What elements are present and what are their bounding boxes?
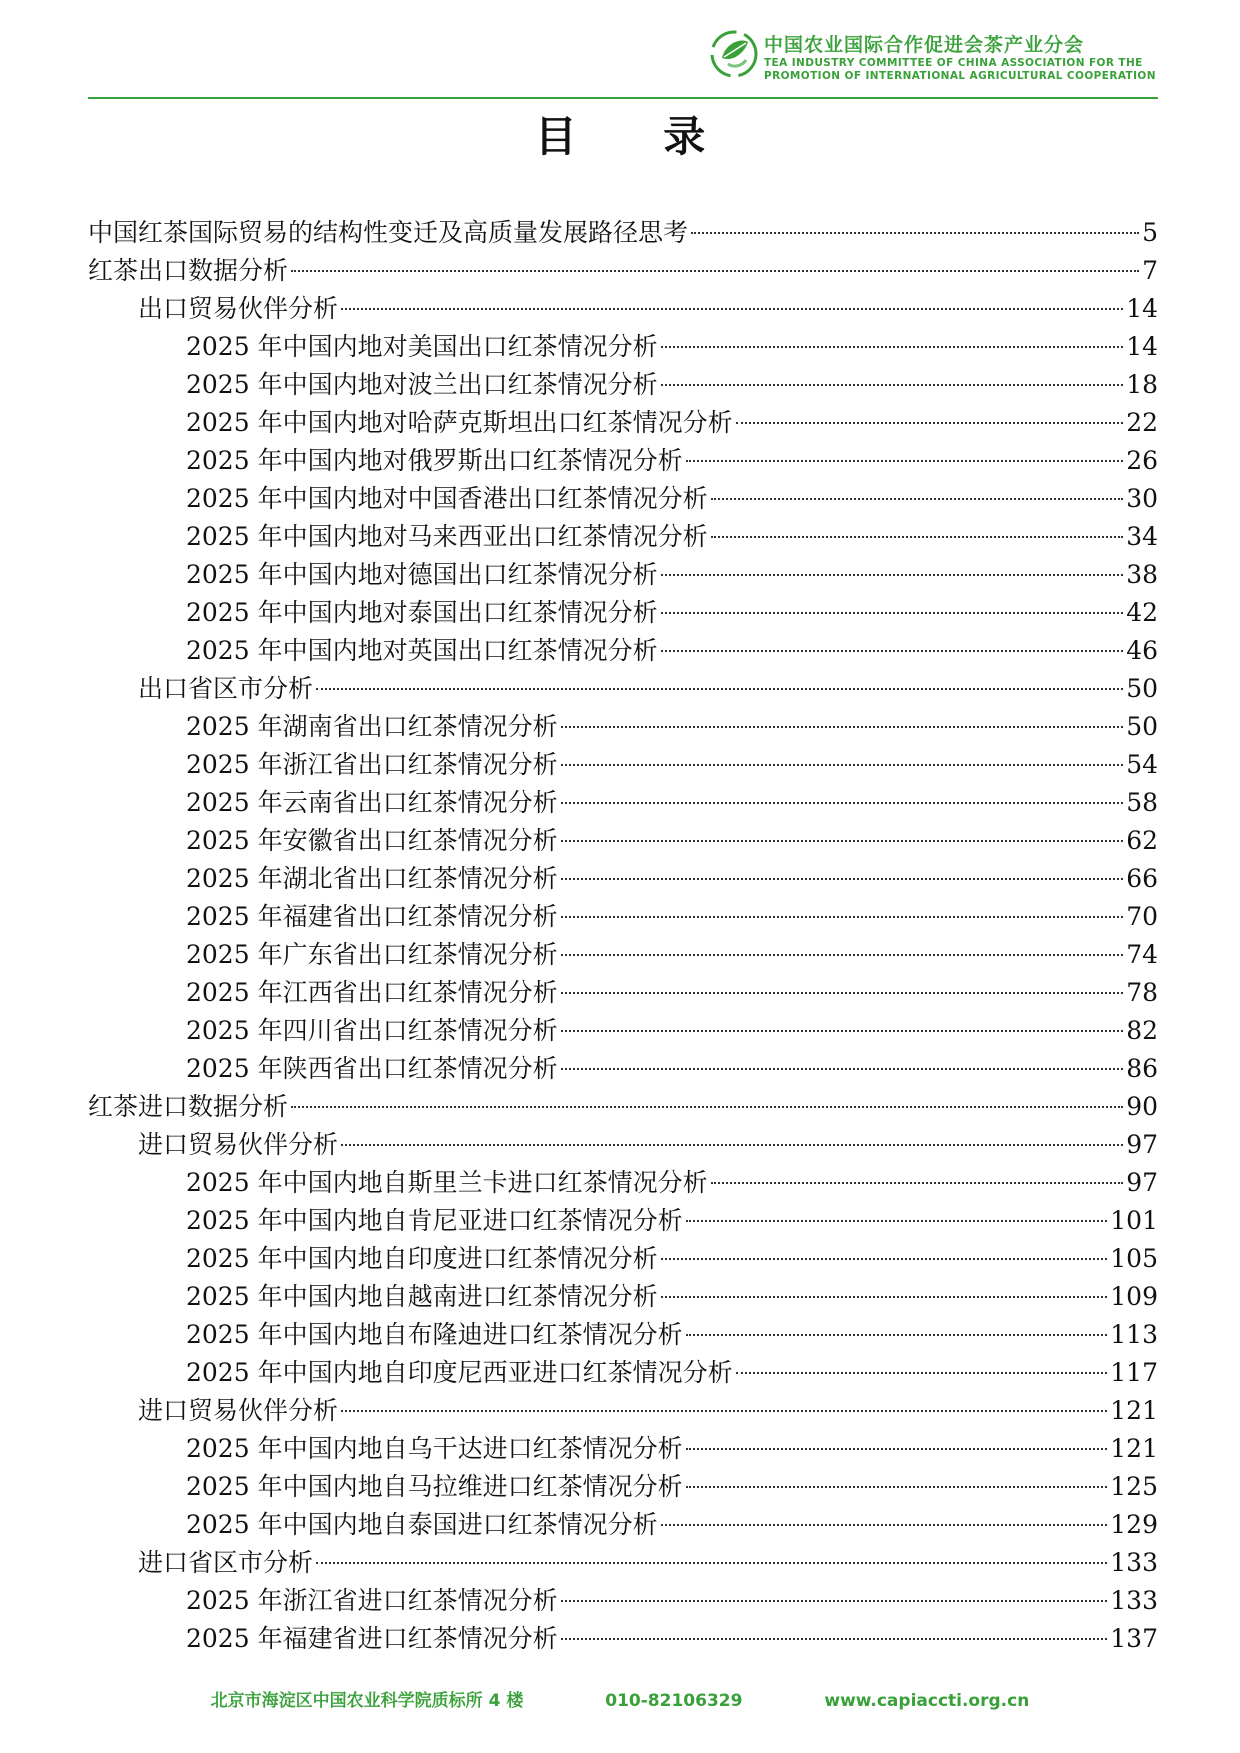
toc-entry[interactable] — [88, 442, 1158, 480]
toc-entry-page: 66 — [1126, 864, 1158, 893]
toc-dot-leader — [561, 840, 1124, 842]
toc-entry[interactable] — [88, 822, 1158, 860]
toc-entry-page: 125 — [1110, 1472, 1158, 1501]
toc-dot-leader — [661, 650, 1124, 652]
toc-entry-page: 38 — [1126, 560, 1158, 589]
toc-entry-title: 2025 年中国内地对马来西亚出口红茶情况分析 — [186, 522, 708, 551]
toc-dot-leader — [291, 270, 1139, 272]
toc-dot-leader — [561, 1638, 1108, 1640]
toc-entry-title: 2025 年福建省进口红茶情况分析 — [186, 1624, 558, 1653]
toc-entry-title: 中国红茶国际贸易的结构性变迁及高质量发展路径思考 — [88, 218, 689, 247]
toc-entry-title: 进口贸易伙伴分析 — [138, 1130, 339, 1159]
toc-dot-leader — [661, 574, 1124, 576]
toc-dot-leader — [561, 764, 1124, 766]
toc-entry[interactable] — [88, 480, 1158, 518]
toc-entry-page: 82 — [1126, 1016, 1158, 1045]
toc-entry-title: 2025 年中国内地自斯里兰卡进口红茶情况分析 — [186, 1168, 708, 1197]
toc-entry-title: 2025 年福建省出口红茶情况分析 — [186, 902, 558, 931]
toc-dot-leader — [686, 1334, 1108, 1336]
toc-entry-page: 137 — [1110, 1624, 1158, 1653]
toc-dot-leader — [661, 384, 1124, 386]
toc-entry-title: 2025 年中国内地自乌干达进口红茶情况分析 — [186, 1434, 683, 1463]
toc-dot-leader — [316, 1562, 1107, 1564]
toc-dot-leader — [561, 1068, 1124, 1070]
toc-entry-page: 14 — [1126, 332, 1158, 361]
toc-entry-page: 14 — [1126, 294, 1158, 323]
toc-entry-page: 50 — [1126, 712, 1158, 741]
toc-dot-leader — [316, 688, 1123, 690]
toc-entry[interactable] — [88, 556, 1158, 594]
header-divider — [88, 97, 1158, 99]
toc-entry-title: 2025 年浙江省出口红茶情况分析 — [186, 750, 558, 779]
toc-entry-title: 2025 年浙江省进口红茶情况分析 — [186, 1586, 558, 1615]
toc-entry[interactable] — [88, 1430, 1158, 1468]
toc-entry[interactable] — [88, 860, 1158, 898]
org-name-en-line1: TEA INDUSTRY COMMITTEE OF CHINA ASSOCIATION FOR THE — [764, 57, 1143, 69]
toc-dot-leader — [686, 460, 1124, 462]
toc-dot-leader — [661, 612, 1124, 614]
footer-address: 北京市海淀区中国农业科学院质标所 4 楼 — [210, 1691, 524, 1711]
toc-dot-leader — [661, 346, 1124, 348]
toc-entry-page: 97 — [1126, 1130, 1158, 1159]
toc-entry[interactable] — [88, 214, 1158, 252]
toc-dot-leader — [736, 1372, 1108, 1374]
toc-entry-title: 2025 年中国内地对波兰出口红茶情况分析 — [186, 370, 658, 399]
toc-entry[interactable] — [88, 1354, 1158, 1392]
toc-entry-title: 2025 年中国内地对德国出口红茶情况分析 — [186, 560, 658, 589]
toc-entry-title: 2025 年中国内地自泰国进口红茶情况分析 — [186, 1510, 658, 1539]
toc-dot-leader — [561, 1030, 1124, 1032]
toc-entry-title: 进口省区市分析 — [138, 1548, 314, 1577]
page-title: 目 录 — [534, 112, 742, 161]
toc-entry[interactable] — [88, 518, 1158, 556]
toc-entry-title: 2025 年四川省出口红茶情况分析 — [186, 1016, 558, 1045]
page-header — [88, 24, 1158, 98]
toc-entry[interactable] — [88, 1620, 1158, 1658]
org-name-cn: 中国农业国际合作促进会茶产业分会 — [764, 34, 1085, 56]
toc-entry-page: 121 — [1110, 1396, 1158, 1425]
toc-entry-page: 54 — [1126, 750, 1158, 779]
toc-dot-leader — [711, 536, 1124, 538]
toc-entry[interactable] — [88, 746, 1158, 784]
toc-entry-page: 62 — [1126, 826, 1158, 855]
toc-entry-title: 2025 年云南省出口红茶情况分析 — [186, 788, 558, 817]
organization-name — [764, 30, 1184, 83]
toc-entry[interactable] — [88, 974, 1158, 1012]
page-footer — [0, 1686, 1240, 1711]
toc-dot-leader — [711, 1182, 1124, 1184]
toc-dot-leader — [686, 1448, 1108, 1450]
toc-entry-page: 105 — [1110, 1244, 1158, 1273]
toc-entry[interactable] — [88, 1468, 1158, 1506]
toc-entry-page: 113 — [1110, 1320, 1158, 1349]
toc-entry-title: 2025 年江西省出口红茶情况分析 — [186, 978, 558, 1007]
toc-entry-title: 2025 年中国内地对泰国出口红茶情况分析 — [186, 598, 658, 627]
toc-entry[interactable] — [88, 784, 1158, 822]
toc-entry[interactable] — [88, 252, 1158, 290]
toc-entry-page: 70 — [1126, 902, 1158, 931]
toc-entry[interactable] — [88, 632, 1158, 670]
toc-entry[interactable] — [88, 1582, 1158, 1620]
footer-website[interactable]: www.capiaccti.org.cn — [824, 1691, 1030, 1711]
toc-dot-leader — [561, 992, 1124, 994]
toc-entry[interactable] — [88, 1240, 1158, 1278]
toc-entry-page: 22 — [1126, 408, 1158, 437]
toc-entry[interactable] — [88, 1202, 1158, 1240]
toc-entry-page: 133 — [1110, 1586, 1158, 1615]
toc-entry[interactable] — [88, 1392, 1158, 1430]
toc-entry-title: 出口省区市分析 — [138, 674, 314, 703]
toc-entry-title: 2025 年中国内地自马拉维进口红茶情况分析 — [186, 1472, 683, 1501]
toc-entry-title: 2025 年中国内地自印度尼西亚进口红茶情况分析 — [186, 1358, 733, 1387]
toc-dot-leader — [341, 1144, 1123, 1146]
toc-entry-page: 121 — [1110, 1434, 1158, 1463]
toc-entry[interactable] — [88, 936, 1158, 974]
toc-entry-title: 红茶进口数据分析 — [88, 1092, 289, 1121]
toc-entry-page: 97 — [1126, 1168, 1158, 1197]
toc-dot-leader — [736, 422, 1124, 424]
toc-entry[interactable] — [88, 708, 1158, 746]
toc-entry[interactable] — [88, 366, 1158, 404]
toc-entry-title: 2025 年湖北省出口红茶情况分析 — [186, 864, 558, 893]
toc-entry-title: 红茶出口数据分析 — [88, 256, 289, 285]
footer-phone: 010-82106329 — [605, 1691, 743, 1711]
toc-entry-title: 2025 年中国内地自布隆迪进口红茶情况分析 — [186, 1320, 683, 1349]
toc-entry-page: 101 — [1110, 1206, 1158, 1235]
toc-entry-title: 出口贸易伙伴分析 — [138, 294, 339, 323]
toc-entry-page: 90 — [1126, 1092, 1158, 1121]
toc-entry-page: 5 — [1142, 218, 1158, 247]
toc-entry-title: 2025 年中国内地对俄罗斯出口红茶情况分析 — [186, 446, 683, 475]
toc-dot-leader — [686, 1220, 1108, 1222]
toc-entry[interactable] — [88, 1544, 1158, 1582]
toc-entry-page: 117 — [1110, 1358, 1158, 1387]
toc-entry[interactable] — [88, 1278, 1158, 1316]
toc-entry[interactable] — [88, 1012, 1158, 1050]
toc-entry-title: 2025 年中国内地自印度进口红茶情况分析 — [186, 1244, 658, 1273]
toc-entry-page: 18 — [1126, 370, 1158, 399]
toc-dot-leader — [561, 878, 1124, 880]
toc-entry[interactable] — [88, 1126, 1158, 1164]
toc-entry-title: 2025 年中国内地自肯尼亚进口红茶情况分析 — [186, 1206, 683, 1235]
table-of-contents — [88, 214, 1158, 1658]
toc-dot-leader — [561, 1600, 1108, 1602]
toc-entry[interactable] — [88, 1316, 1158, 1354]
toc-dot-leader — [686, 1486, 1108, 1488]
toc-dot-leader — [561, 954, 1124, 956]
toc-entry-page: 58 — [1126, 788, 1158, 817]
toc-entry-page: 133 — [1110, 1548, 1158, 1577]
toc-entry-page: 129 — [1110, 1510, 1158, 1539]
toc-entry-title: 2025 年中国内地对中国香港出口红茶情况分析 — [186, 484, 708, 513]
toc-entry-page: 26 — [1126, 446, 1158, 475]
toc-entry-title: 2025 年陕西省出口红茶情况分析 — [186, 1054, 558, 1083]
toc-entry-title: 2025 年湖南省出口红茶情况分析 — [186, 712, 558, 741]
toc-entry-title: 2025 年中国内地对英国出口红茶情况分析 — [186, 636, 658, 665]
toc-entry-page: 109 — [1110, 1282, 1158, 1311]
toc-dot-leader — [691, 232, 1139, 234]
toc-entry[interactable] — [88, 328, 1158, 366]
toc-dot-leader — [341, 1410, 1107, 1412]
toc-entry[interactable] — [88, 1088, 1158, 1126]
tea-leaf-logo-icon — [708, 28, 760, 80]
toc-entry[interactable] — [88, 290, 1158, 328]
toc-dot-leader — [711, 498, 1124, 500]
toc-entry[interactable] — [88, 1506, 1158, 1544]
toc-dot-leader — [661, 1524, 1108, 1526]
toc-entry[interactable] — [88, 404, 1158, 442]
toc-entry[interactable] — [88, 594, 1158, 632]
toc-entry[interactable] — [88, 898, 1158, 936]
toc-entry[interactable] — [88, 1164, 1158, 1202]
toc-dot-leader — [341, 308, 1123, 310]
toc-entry[interactable] — [88, 670, 1158, 708]
toc-entry-page: 7 — [1142, 256, 1158, 285]
toc-entry-title: 2025 年安徽省出口红茶情况分析 — [186, 826, 558, 855]
toc-dot-leader — [661, 1258, 1108, 1260]
toc-entry-title: 2025 年中国内地对美国出口红茶情况分析 — [186, 332, 658, 361]
toc-entry-page: 86 — [1126, 1054, 1158, 1083]
toc-entry-title: 2025 年中国内地自越南进口红茶情况分析 — [186, 1282, 658, 1311]
toc-entry-page: 74 — [1126, 940, 1158, 969]
toc-dot-leader — [561, 726, 1124, 728]
toc-entry-page: 30 — [1126, 484, 1158, 513]
org-name-en-line2: PROMOTION OF INTERNATIONAL AGRICULTURAL COOPERATION — [764, 70, 1156, 82]
toc-entry-page: 46 — [1126, 636, 1158, 665]
toc-dot-leader — [561, 916, 1124, 918]
toc-entry-title: 2025 年广东省出口红茶情况分析 — [186, 940, 558, 969]
toc-entry-page: 34 — [1126, 522, 1158, 551]
toc-entry-page: 42 — [1126, 598, 1158, 627]
toc-entry-page: 78 — [1126, 978, 1158, 1007]
toc-entry-title: 2025 年中国内地对哈萨克斯坦出口红茶情况分析 — [186, 408, 733, 437]
toc-entry[interactable] — [88, 1050, 1158, 1088]
toc-entry-title: 进口贸易伙伴分析 — [138, 1396, 339, 1425]
toc-dot-leader — [561, 802, 1124, 804]
toc-dot-leader — [661, 1296, 1108, 1298]
toc-dot-leader — [291, 1106, 1123, 1108]
toc-entry-page: 50 — [1126, 674, 1158, 703]
